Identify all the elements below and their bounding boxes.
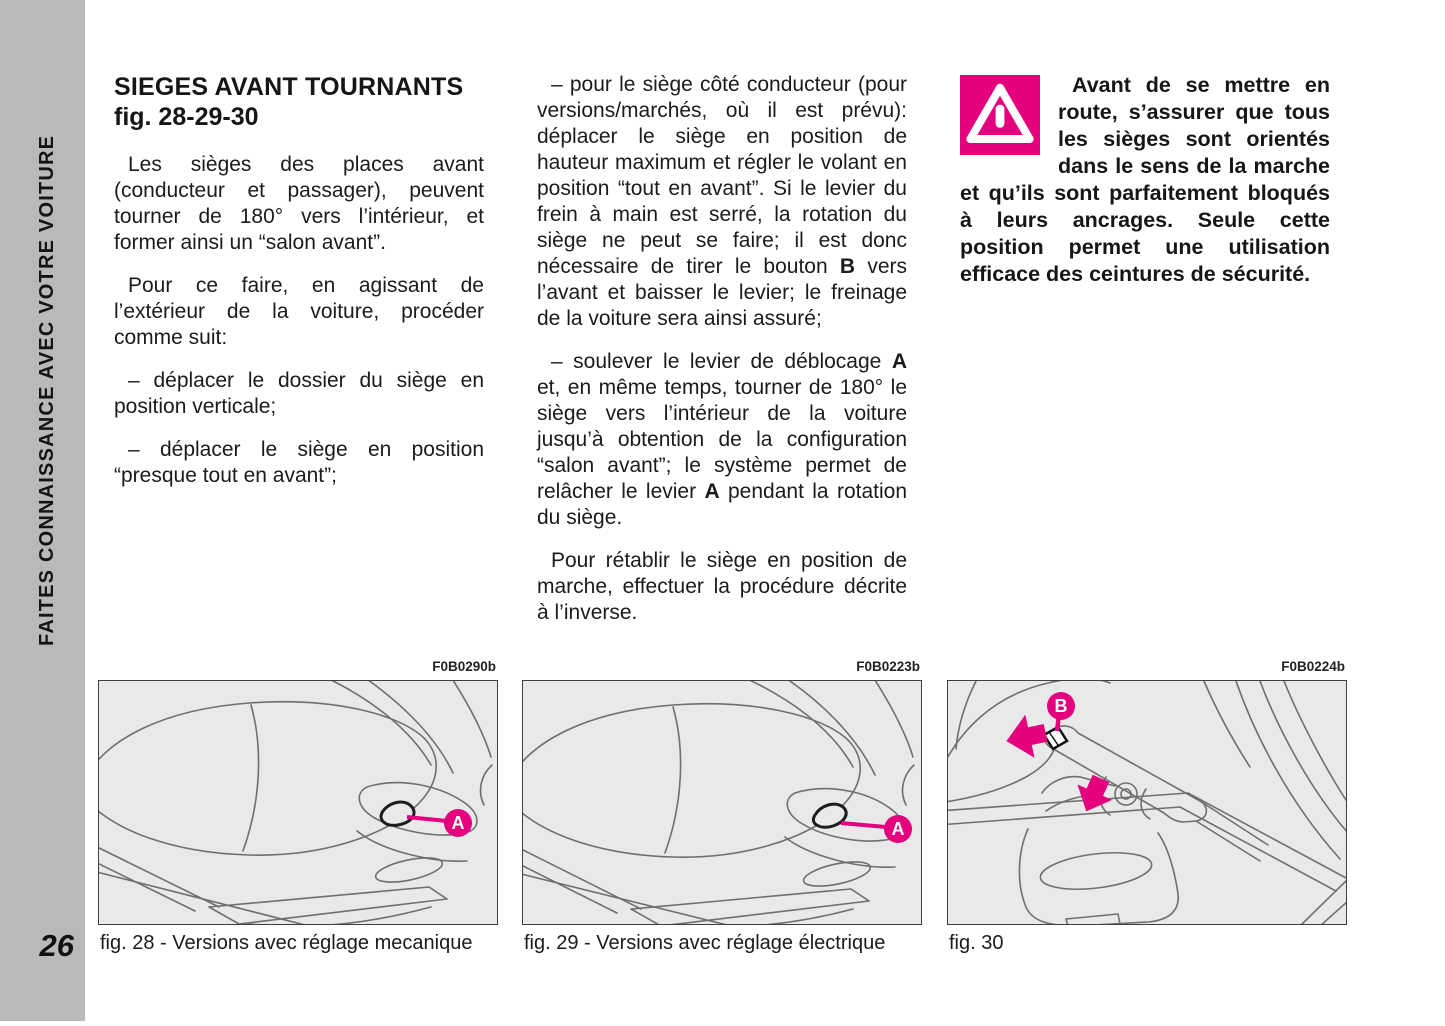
- figure-caption: fig. 28 - Versions avec réglage mecanique: [100, 932, 473, 954]
- paragraph-text: et, en même temps, tourner de 180° le siège vers l’intérieur de la voiture jusqu’à obtention de la configuration “salon avant”; le système permet de relâcher le levier: [537, 376, 907, 503]
- paragraph-text: vers l’avant et baisser le levier; le freinage de la voiture sera ainsi assuré;: [537, 255, 907, 330]
- paragraph: Pour rétablir le siège en position de marche, effectuer la procédure décrite à l’inverse.: [537, 549, 907, 624]
- callout-badge-b: B: [1047, 692, 1075, 720]
- callout-badge-a: A: [444, 809, 472, 837]
- figure-29: [522, 659, 922, 954]
- chapter-sidebar: [0, 0, 85, 1021]
- figure-code: F0B0290b: [432, 659, 496, 674]
- callout-ref-a: A: [704, 480, 720, 503]
- warning-callout: [960, 72, 1330, 305]
- warning-icon: [960, 75, 1040, 155]
- page-title: SIEGES AVANT TOURNANTS: [114, 73, 464, 101]
- figure-box: [947, 680, 1347, 925]
- figure-code: F0B0224b: [1281, 659, 1345, 674]
- figure-caption: fig. 29 - Versions avec réglage électrique: [524, 932, 886, 954]
- seat-illustration-mechanical: [99, 681, 498, 925]
- figure-box: [98, 680, 498, 925]
- figure-box: [522, 680, 922, 925]
- handbrake-illustration: [948, 681, 1347, 925]
- list-item: [537, 72, 907, 332]
- page-number: 26: [39, 928, 74, 963]
- callout-ref-b: B: [839, 255, 856, 278]
- list-item: – déplacer le dossier du siège en position verticale;: [114, 369, 484, 418]
- list-item: [537, 349, 907, 531]
- text-column-2: [537, 72, 907, 643]
- list-item: – déplacer le siège en position “presque tout en avant”;: [114, 438, 484, 487]
- paragraph-text: – soulever le levier de déblocage: [551, 350, 892, 373]
- figure-caption: fig. 30: [949, 932, 1004, 954]
- seat-illustration-electric: [523, 681, 922, 925]
- chapter-title-vertical: FAITES CONNAISSANCE AVEC VOTRE VOITURE: [36, 134, 58, 646]
- text-column-1: [114, 72, 484, 506]
- page-subtitle: fig. 28-29-30: [114, 103, 259, 131]
- paragraph: Pour ce faire, en agissant de l’extérieur de la voiture, procéder comme suit:: [114, 274, 484, 349]
- figure-28: [98, 659, 498, 954]
- paragraph-text: – pour le siège côté conducteur (pour versions/marchés, où il est prévu): déplacer le siège en position de hauteur maximum et régler le volant en position “tout en avant”. Si le levier du frein à main est serré, la rotation du siège ne peut se faire; il est donc nécessaire de tirer le bouton: [537, 73, 907, 278]
- paragraph-text: pendant la rotation du siège.: [537, 480, 907, 529]
- callout-badge-a: A: [884, 815, 912, 843]
- figure-30: [947, 659, 1347, 954]
- warning-text: Avant de se mettre en route, s’assurer que tous les sièges sont orientés dans le sens de la marche et qu’ils sont parfaitement bloqués à leurs ancrages. Seule cette position permet une utilisation efficace des ceintures de sécurité.: [960, 73, 1330, 286]
- figure-code: F0B0223b: [856, 659, 920, 674]
- paragraph: Les sièges des places avant (conducteur et passager), peuvent tourner de 180° vers l’intérieur, et former ainsi un “salon avant”.: [114, 153, 484, 254]
- callout-ref-a: A: [891, 350, 907, 373]
